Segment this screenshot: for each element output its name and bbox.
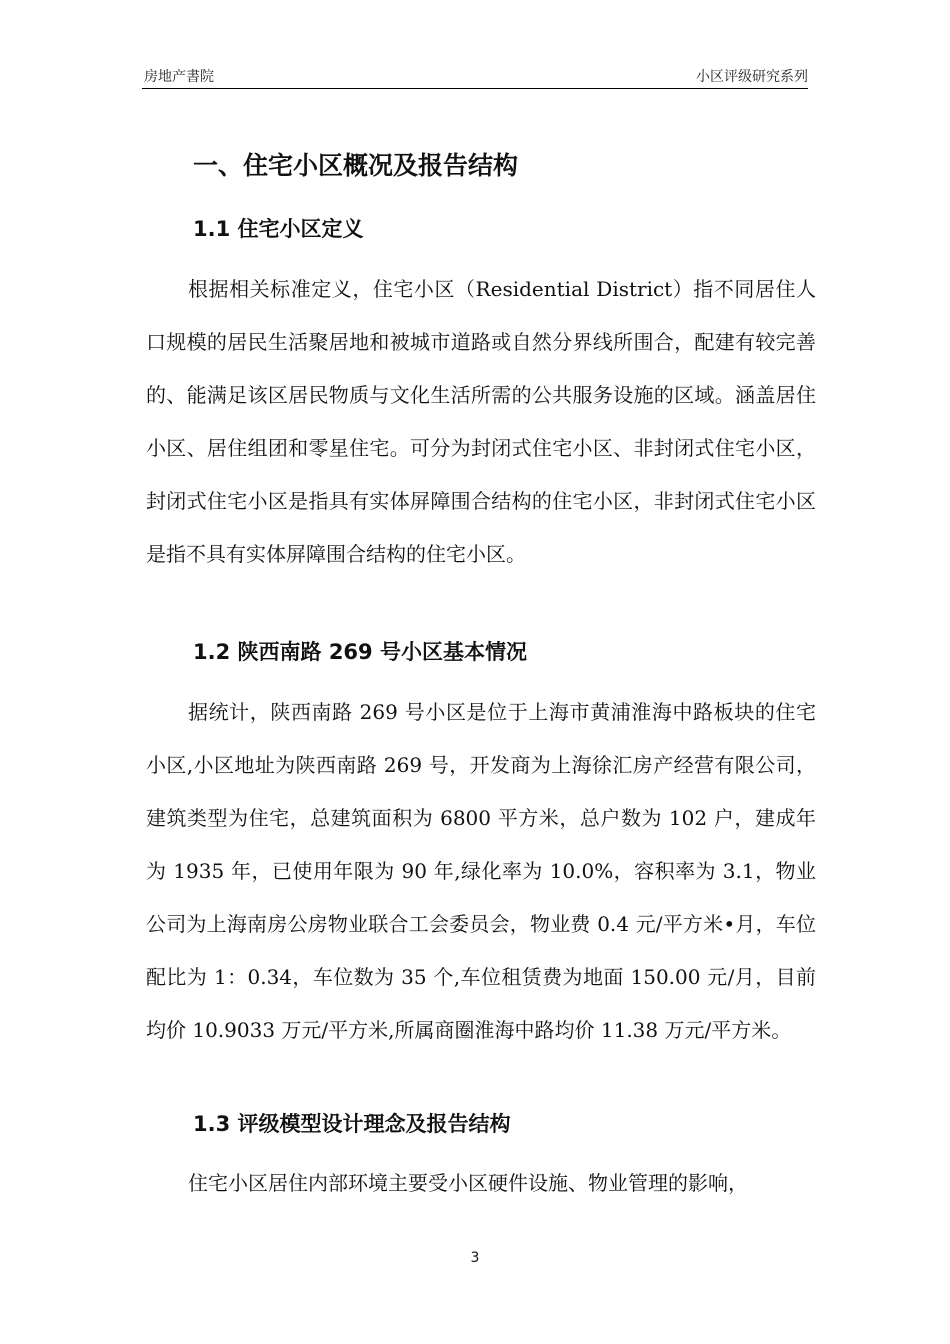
header-series: 小区评级研究系列	[696, 69, 808, 85]
header-publisher: 房地产書院	[144, 69, 214, 85]
paragraph-1-3: 住宅小区居住内部环境主要受小区硬件设施、物业管理的影响，	[188, 1171, 748, 1195]
heading-1-2: 1.2 陕西南路 269 号小区基本情况	[193, 640, 527, 664]
page-header	[142, 66, 808, 88]
heading-1-3: 1.3 评级模型设计理念及报告结构	[193, 1112, 511, 1136]
heading-1-1: 1.1 住宅小区定义	[193, 217, 364, 241]
paragraph-1-1: 根据相关标准定义，住宅小区（Residential District）指不同居住人口规模的居民生活聚居地和被城市道路或自然分界线所围合，配建有较完善的、能满足该区居民物质与文化生活所需的公共服务设施的区域。涵盖居住小区、居住组团和零星住宅。可分为封闭式住宅小区、非封闭式住宅小区，封闭式住宅小区是指具有实体屏障围合结构的住宅小区，非封闭式住宅小区是指不具有实体屏障围合结构的住宅小区。	[146, 277, 816, 566]
paragraph-1-2: 据统计，陕西南路 269 号小区是位于上海市黄浦淮海中路板块的住宅小区,小区地址为陕西南路 269 号，开发商为上海徐汇房产经营有限公司，建筑类型为住宅，总建筑面积为 6800 平方米，总户数为 102 户，建成年为 1935 年，已使用年限为 90 年,绿化率为 10.0%，容积率为 3.1，物业公司为上海南房公房物业联合工会委员会，物业费 0.4 元/平方米•月，车位配比为 1：0.34，车位数为 35 个,车位租赁费为地面 150.00 元/月，目前均价 10.9033 万元/平方米,所属商圈淮海中路均价 11.38 万元/平方米。	[146, 700, 816, 1042]
section-title: 一、住宅小区概况及报告结构	[193, 151, 519, 180]
header-divider	[142, 88, 808, 89]
page-number: 3	[470, 1250, 480, 1266]
